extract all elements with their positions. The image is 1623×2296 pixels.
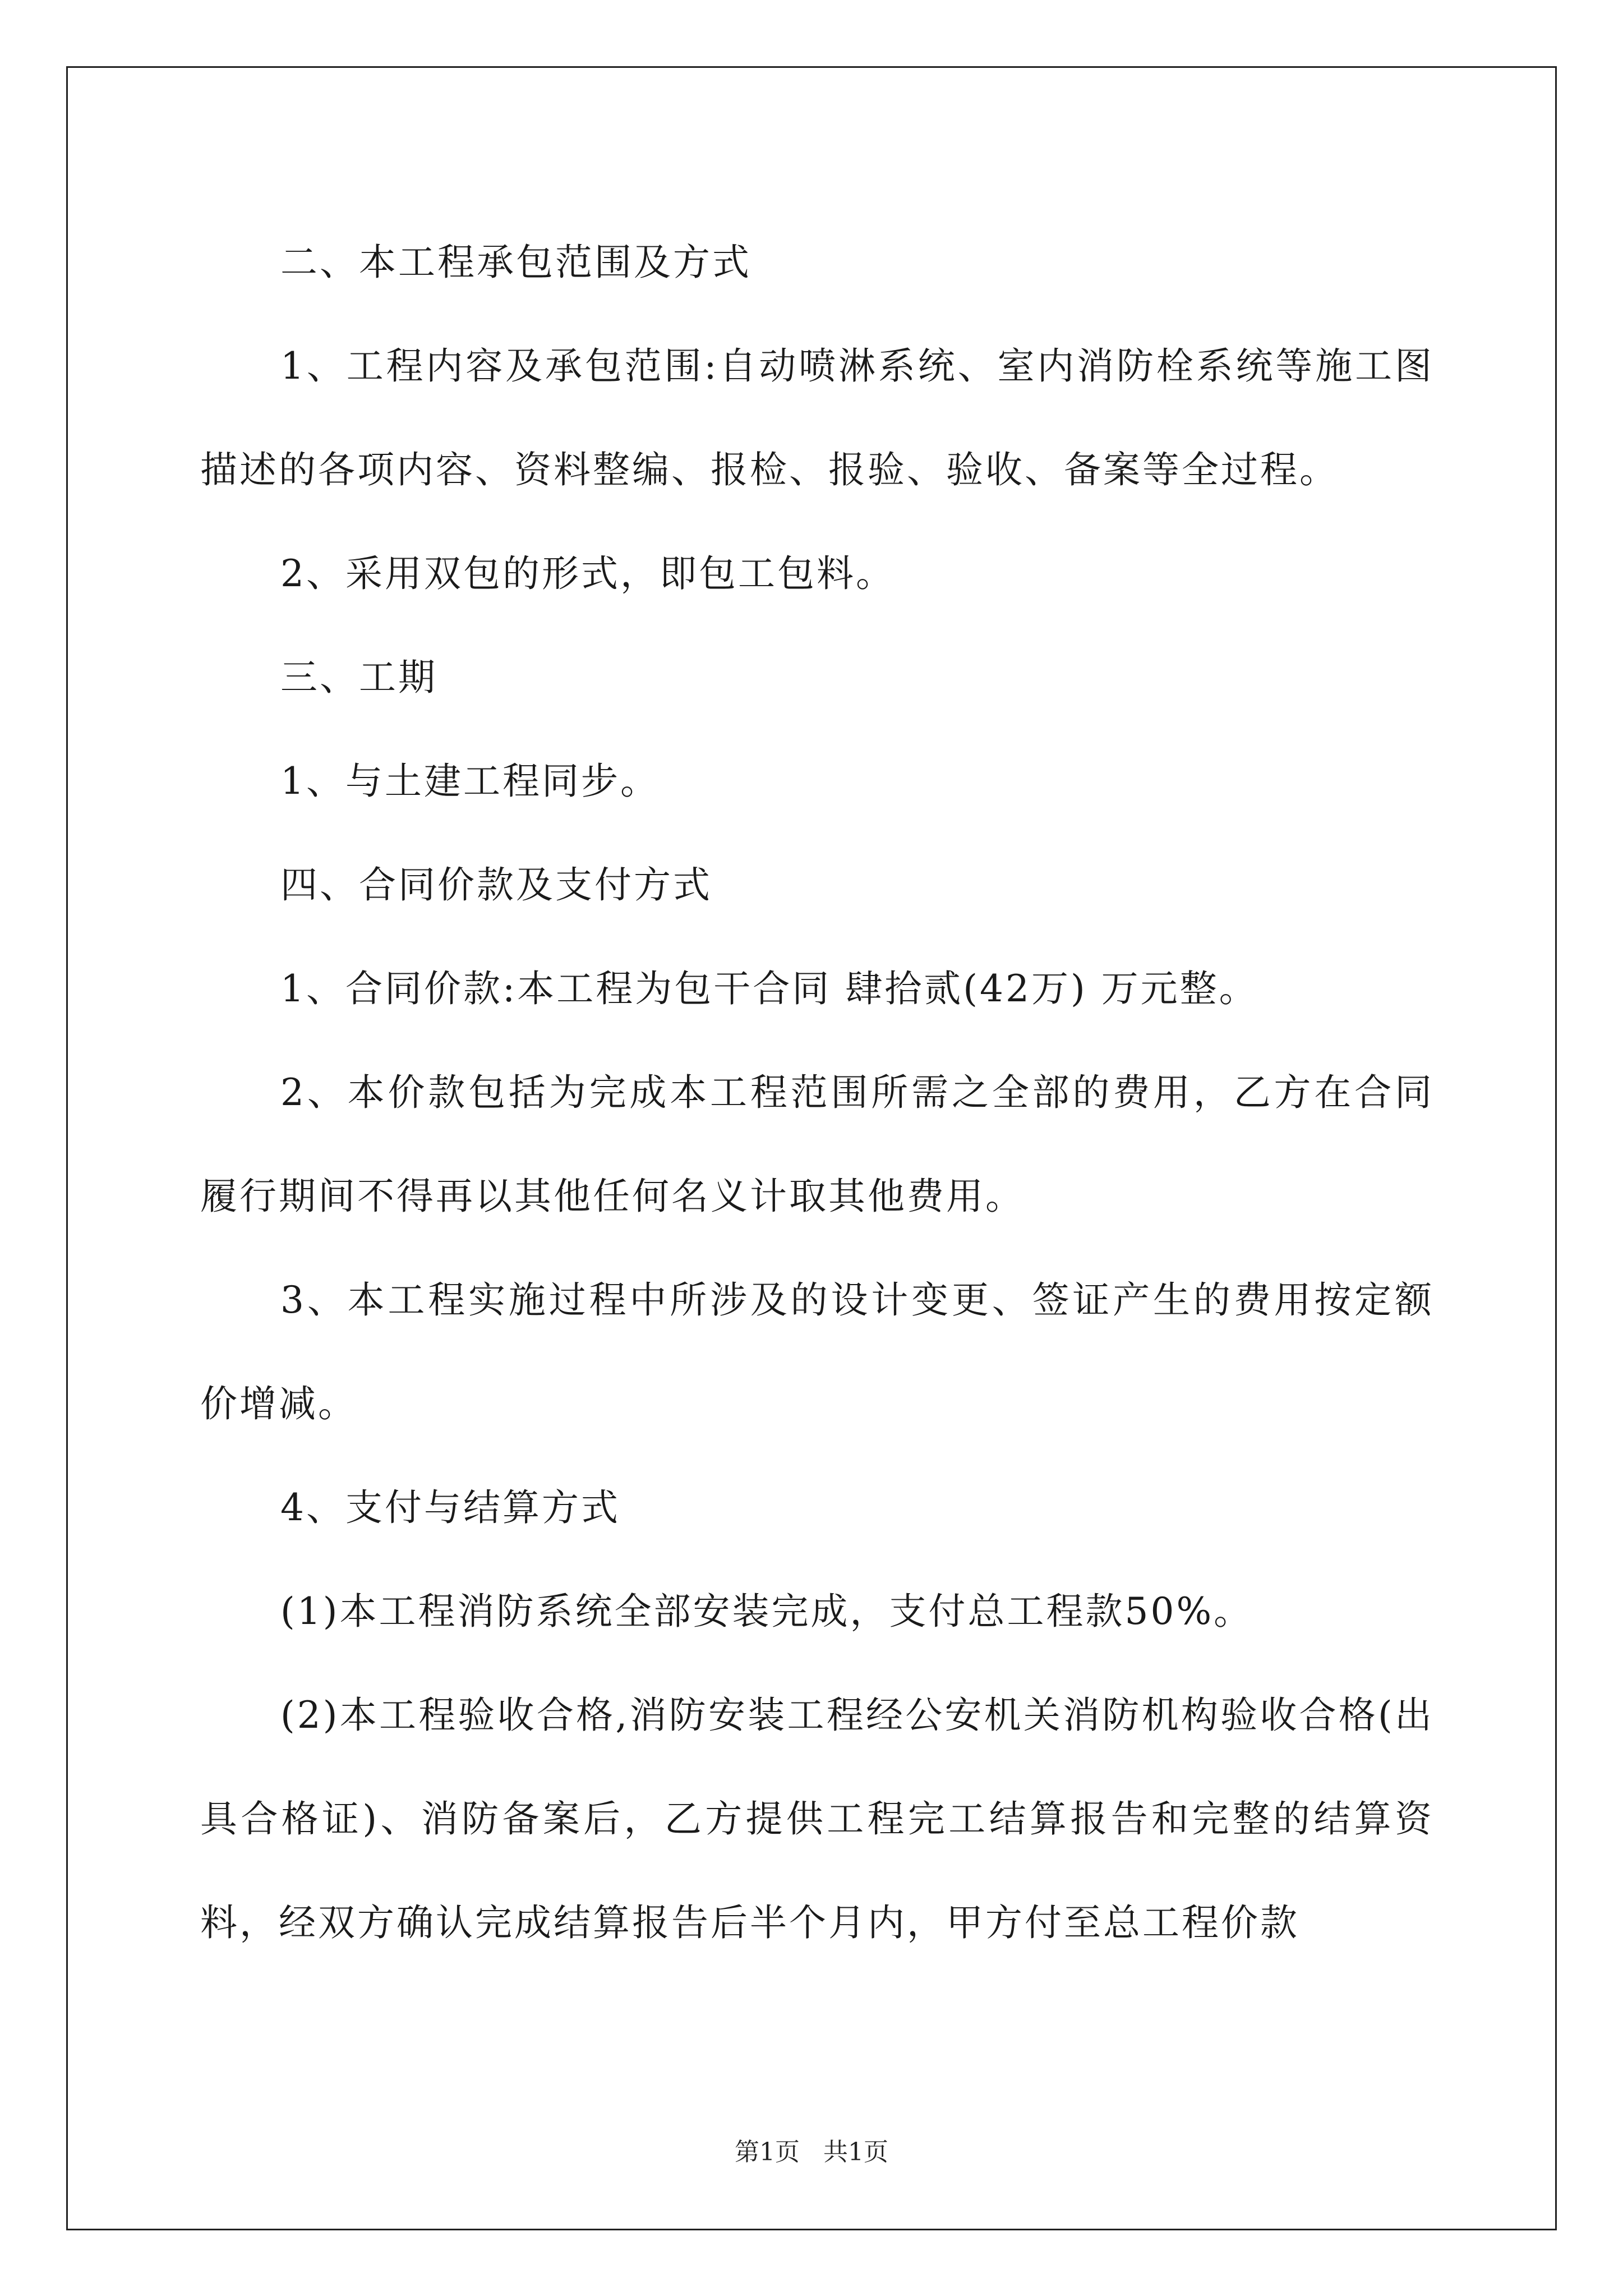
page-number-current: 第1页 [735,2138,800,2166]
section-heading-scope: 二、本工程承包范围及方式 [280,241,751,284]
paragraph-contract-price: 1、合同价款:本工程为包干合同 肆拾贰(42万) 万元整。 [280,967,1258,1010]
document-body [200,210,1434,1975]
paragraph-payment-heading: 4、支付与结算方式 [280,1486,620,1529]
page-number-total: 共1页 [823,2138,888,2166]
paragraph-schedule: 1、与土建工程同步。 [280,760,660,803]
section-heading-schedule: 三、工期 [280,656,437,699]
section-heading-price: 四、合同价款及支付方式 [280,863,712,907]
paragraph-price-includes: 2、本价款包括为完成本工程范围所需之全部的费用，乙方在合同履行期间不得再以其他任何名义计取其他费用。 [200,1071,1434,1218]
page-footer [0,2132,1623,2168]
paragraph-payment-1: (1)本工程消防系统全部安装完成，支付总工程款50%。 [280,1590,1253,1633]
paragraph-contract-form: 2、采用双包的形式，即包工包料。 [280,552,895,595]
paragraph-scope-content: 1、工程内容及承包范围:自动喷淋系统、室内消防栓系统等施工图描述的各项内容、资料整编、报检、报验、验收、备案等全过程。 [200,344,1434,491]
paragraph-payment-2: (2)本工程验收合格,消防安装工程经公安机关消防机构验收合格(出具合格证)、消防备案后，乙方提供工程完工结算报告和完整的结算资料，经双方确认完成结算报告后半个月内，甲方付至总工程价款 [200,1694,1434,1944]
paragraph-price-adjustment: 3、本工程实施过程中所涉及的设计变更、签证产生的费用按定额价增减。 [200,1278,1434,1425]
